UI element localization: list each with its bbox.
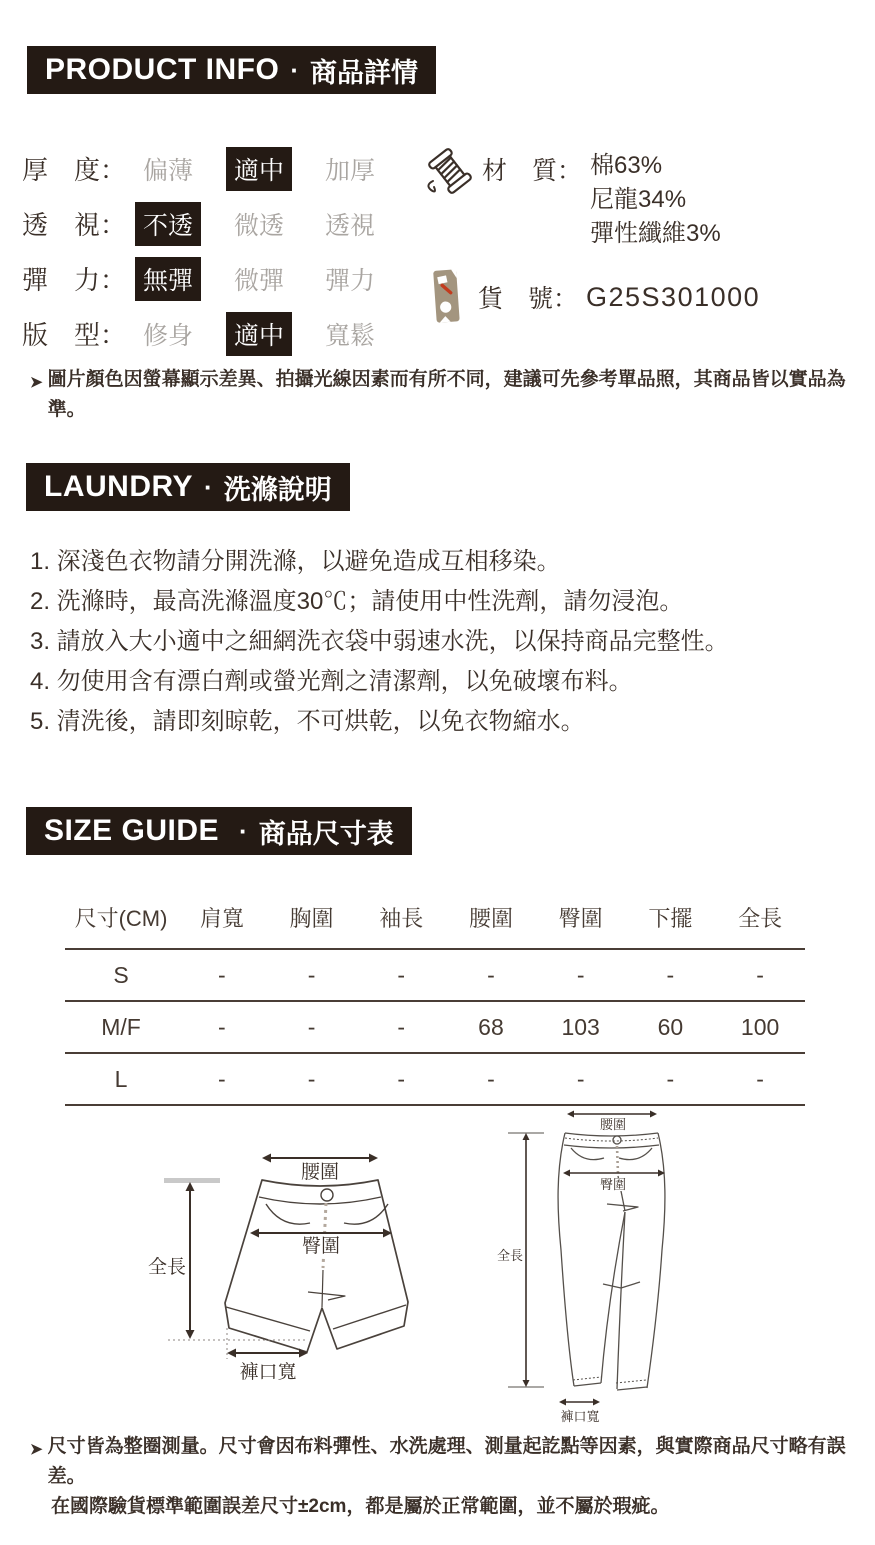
sku-label: 貨 號： <box>478 285 579 313</box>
title-separator-dot: · <box>290 54 299 85</box>
value-cell: - <box>356 1001 446 1053</box>
material-line: 彈性纖維3% <box>590 220 721 247</box>
value-cell: - <box>446 949 536 1001</box>
attribute-option-selected: 無彈 <box>135 257 201 301</box>
column-header: 尺寸(CM) <box>65 886 177 949</box>
column-header: 下擺 <box>626 886 716 949</box>
length-reference-bar <box>164 1178 220 1183</box>
value-cell: - <box>536 949 626 1001</box>
title-separator-dot: · <box>239 815 248 846</box>
size-table-header-row <box>65 886 805 949</box>
laundry-item: 3. 請放入大小適中之細網洗衣袋中弱速水洗，以保持商品完整性。 <box>30 628 729 655</box>
shorts-measurement-diagram <box>140 1140 420 1390</box>
column-header: 胸圍 <box>267 886 357 949</box>
laundry-item: 1. 深淺色衣物請分開洗滌，以避免造成互相移染。 <box>30 548 561 575</box>
attribute-row-thickness <box>22 141 408 196</box>
attribute-row-stretch <box>22 251 408 306</box>
attribute-option-selected: 不透 <box>135 202 201 246</box>
value-cell: 103 <box>536 1001 626 1053</box>
value-cell: - <box>715 1053 805 1105</box>
shorts-leg-opening-label: 褲口寬 <box>239 1362 297 1383</box>
value-cell: - <box>356 949 446 1001</box>
table-row-size-mf <box>65 1001 805 1053</box>
attribute-option: 彈力 <box>324 266 375 295</box>
attribute-label: 版 型： <box>22 320 127 350</box>
shorts-hip-label: 臀圍 <box>301 1236 341 1257</box>
thread-spool-icon <box>424 148 474 194</box>
size-disclaimer-line2: 在國際驗貨標準範圍誤差尺寸±2cm，都是屬於正常範圍，並不屬於瑕疵。 <box>51 1496 670 1517</box>
value-cell: - <box>177 1001 267 1053</box>
value-cell: - <box>356 1053 446 1105</box>
laundry-title-zh: 洗滌說明 <box>223 474 332 505</box>
laundry-header <box>26 463 350 511</box>
product-info-title-en: PRODUCT INFO <box>45 53 280 86</box>
pants-measurement-diagram <box>470 1090 710 1430</box>
sku-value: G25S301000 <box>586 281 761 312</box>
pants-waist-label: 腰圍 <box>599 1117 627 1132</box>
column-header: 腰圍 <box>446 886 536 949</box>
size-cell: L <box>65 1053 177 1105</box>
sku-row <box>428 266 760 328</box>
value-cell: - <box>267 1001 357 1053</box>
shorts-length-label: 全長 <box>148 1257 187 1278</box>
attributes-list <box>22 141 408 361</box>
attribute-option: 透視 <box>324 211 375 240</box>
pants-hip-label: 臀圍 <box>599 1177 627 1192</box>
laundry-item: 5. 清洗後，請即刻晾乾，不可烘乾，以免衣物縮水。 <box>30 708 585 735</box>
title-separator-dot: · <box>204 471 213 502</box>
attribute-option: 寬鬆 <box>324 321 375 350</box>
size-guide-title-en: SIZE GUIDE <box>44 814 220 847</box>
product-info-title-zh: 商品詳情 <box>310 57 418 88</box>
table-row-size-s <box>65 949 805 1001</box>
shorts-waist-label: 腰圍 <box>300 1162 340 1183</box>
attribute-option-selected: 適中 <box>226 312 292 356</box>
hip-arrow <box>563 1170 665 1177</box>
size-disclaimer-line1: 尺寸皆為整圈測量。尺寸會因布料彈性、水洗處理、測量起訖點等因素，與實際商品尺寸略有誤差。 <box>47 1436 846 1487</box>
color-disclaimer-note <box>30 365 855 425</box>
material-line: 尼龍34% <box>590 186 687 213</box>
size-cell: S <box>65 949 177 1001</box>
column-header: 肩寬 <box>177 886 267 949</box>
laundry-instructions-list <box>30 542 729 742</box>
column-header: 袖長 <box>356 886 446 949</box>
value-cell: - <box>267 1053 357 1105</box>
leg-opening-arrow <box>559 1399 600 1406</box>
laundry-item: 4. 勿使用含有漂白劑或螢光劑之清潔劑，以免破壞布料。 <box>30 668 633 695</box>
size-cell: M/F <box>65 1001 177 1053</box>
hang-tag-icon <box>428 266 466 328</box>
color-disclaimer-text: 圖片顏色因螢幕顯示差異、拍攝光線因素而有所不同，建議可先參考單品照，其商品皆以實品為準。 <box>47 369 846 420</box>
attribute-label: 厚 度： <box>22 155 127 185</box>
attribute-option: 偏薄 <box>142 156 193 185</box>
material-line: 棉63% <box>590 152 663 179</box>
value-cell: - <box>177 949 267 1001</box>
attribute-row-sheerness <box>22 196 408 251</box>
column-header: 臀圍 <box>536 886 626 949</box>
value-cell: 68 <box>446 1001 536 1053</box>
value-cell: - <box>626 949 716 1001</box>
laundry-item: 2. 洗滌時，最高洗滌溫度30℃；請使用中性洗劑，請勿浸泡。 <box>30 588 684 615</box>
attribute-label: 彈 力： <box>22 265 127 295</box>
size-guide-title-zh: 商品尺寸表 <box>258 818 394 849</box>
attribute-row-fit <box>22 306 408 361</box>
attribute-option: 加厚 <box>324 156 375 185</box>
column-header: 全長 <box>715 886 805 949</box>
value-cell: - <box>446 1053 536 1105</box>
size-table <box>65 886 805 1106</box>
attribute-option-selected: 適中 <box>226 147 292 191</box>
attribute-option: 微透 <box>233 211 284 240</box>
leg-opening-arrow <box>227 1349 308 1358</box>
attribute-option: 修身 <box>142 321 193 350</box>
value-cell: - <box>177 1053 267 1105</box>
material-row <box>424 146 721 251</box>
note-marker-icon: ➤ <box>30 374 43 391</box>
value-cell: - <box>536 1053 626 1105</box>
size-disclaimer-note <box>30 1432 855 1522</box>
pants-length-label: 全長 <box>497 1248 524 1263</box>
material-label-text: 材 質： <box>482 157 583 185</box>
value-cell: - <box>267 949 357 1001</box>
pants-leg-opening-label: 褲口寬 <box>560 1409 600 1424</box>
material-values <box>590 149 721 251</box>
product-info-header <box>27 46 436 94</box>
value-cell: - <box>626 1053 716 1105</box>
laundry-title-en: LAUNDRY <box>44 470 194 503</box>
note-marker-icon: ➤ <box>30 1441 43 1458</box>
attribute-option: 微彈 <box>233 266 284 295</box>
value-cell: 60 <box>626 1001 716 1053</box>
value-cell: 100 <box>715 1001 805 1053</box>
full-length-arrow <box>186 1182 195 1339</box>
attribute-label: 透 視： <box>22 210 127 240</box>
size-guide-header <box>26 807 412 855</box>
value-cell: - <box>715 949 805 1001</box>
